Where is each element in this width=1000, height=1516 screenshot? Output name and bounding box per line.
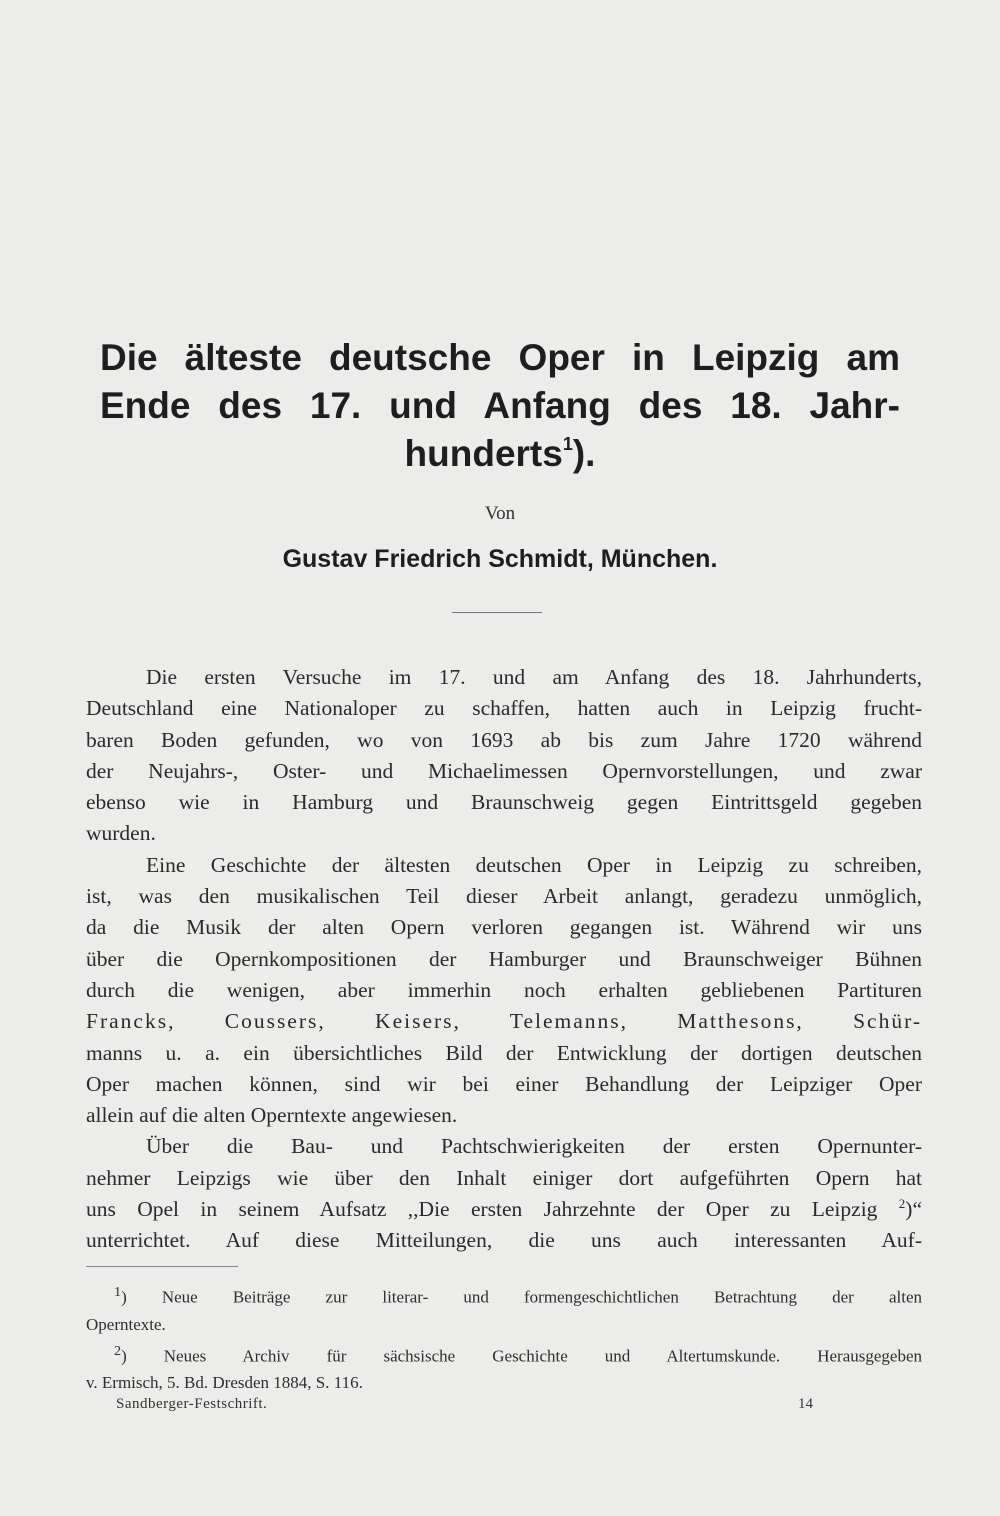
footnote-2-text: ) Neues Archiv für sächsische Geschichte und Altertumskunde. Herausgegeben (121, 1346, 922, 1366)
footnote-ref-2-end: )“ (905, 1197, 922, 1222)
body-line: nehmer Leipzigs wie über den Inhalt einiger dort aufgeführten Opern hat (86, 1165, 922, 1190)
body-line: unterrichtet. Auf diese Mitteilungen, die uns auch interessanten Auf- (86, 1228, 922, 1253)
footnote-1-cont: Operntexte. (86, 1314, 166, 1334)
body-line: Deutschland eine Nationaloper zu schaffen, hatten auch in Leipzig frucht- (86, 696, 922, 721)
footnote-2-mark: 2 (114, 1342, 122, 1359)
paragraph-3 (86, 1131, 922, 1256)
body-line: der Neujahrs-, Oster- und Michaelimessen Opernvorstellungen, und zwar (86, 758, 922, 783)
body-line: Über die Bau- und Pachtschwierigkeiten der ersten Opernunter- (146, 1134, 922, 1159)
body-line: Oper machen können, sind wir bei einer Behandlung der Leipziger Oper (86, 1071, 922, 1096)
byline-von: Von (484, 503, 516, 524)
article-title (100, 334, 900, 478)
footnotes (86, 1279, 922, 1396)
body-line: über die Opernkompositionen der Hamburger und Braunschweiger Bühnen (86, 946, 922, 971)
body-line: wurden. (86, 821, 156, 846)
body-line: allein auf die alten Operntexte angewiesen. (86, 1103, 458, 1128)
paragraph-1 (86, 662, 922, 850)
article-body (86, 662, 922, 1257)
body-line: Francks, Coussers, Keisers, Telemanns, Matthesons, Schür- (86, 1009, 922, 1034)
footnote-1-text: ) Neue Beiträge zur literar- und formengeschichtlichen Betrachtung der alten (121, 1287, 922, 1307)
author-name: Gustav Friedrich Schmidt, München. (282, 545, 718, 573)
body-line: Die ersten Versuche im 17. und am Anfang des 18. Jahrhunderts, (146, 665, 922, 689)
title-line-1: Die älteste deutsche Oper in Leipzig am (100, 337, 900, 378)
body-line: baren Boden gefunden, wo von 1693 ab bis zum Jahre 1720 während (86, 727, 922, 752)
body-line: da die Musik der alten Opern verloren gegangen ist. Während wir uns (86, 915, 922, 940)
paragraph-2 (86, 850, 922, 1132)
title-footnote-mark: 1 (562, 434, 573, 454)
footnote-ref-2: 2 (898, 1196, 906, 1212)
body-line: durch die wenigen, aber immerhin noch erhalten gebliebenen Partituren (86, 977, 922, 1002)
title-line-3-end: ). (572, 433, 596, 474)
title-divider (452, 612, 542, 613)
footnote-2 (86, 1338, 922, 1370)
sheet-number: 14 (798, 1396, 813, 1412)
body-line-text: uns Opel in seinem Aufsatz ,,Die ersten Jahrzehnte der Oper zu Leipzig (86, 1197, 878, 1222)
footnote-2-cont: v. Ermisch, 5. Bd. Dresden 1884, S. 116. (86, 1373, 363, 1393)
body-line: ebenso wie in Hamburg und Braunschweig gegen Eintrittsgeld gegeben (86, 790, 922, 815)
printer-signature: Sandberger-Festschrift. (116, 1396, 268, 1412)
title-line-3-text: hunderts (404, 433, 563, 474)
footnote-divider (86, 1266, 238, 1267)
footnote-1 (86, 1279, 922, 1311)
body-line: manns u. a. ein übersichtliches Bild der Entwicklung der dortigen deutschen (86, 1040, 922, 1065)
title-line-3 (100, 430, 900, 478)
footnote-1-mark: 1 (114, 1284, 122, 1300)
body-line: Eine Geschichte der ältesten deutschen Oper in Leipzig zu schreiben, (146, 852, 922, 877)
body-line: ist, was den musikalischen Teil dieser Arbeit anlangt, geradezu unmöglich, (86, 884, 922, 909)
body-line-with-ref (86, 1194, 922, 1225)
title-line-2: Ende des 17. und Anfang des 18. Jahr- (100, 385, 900, 426)
